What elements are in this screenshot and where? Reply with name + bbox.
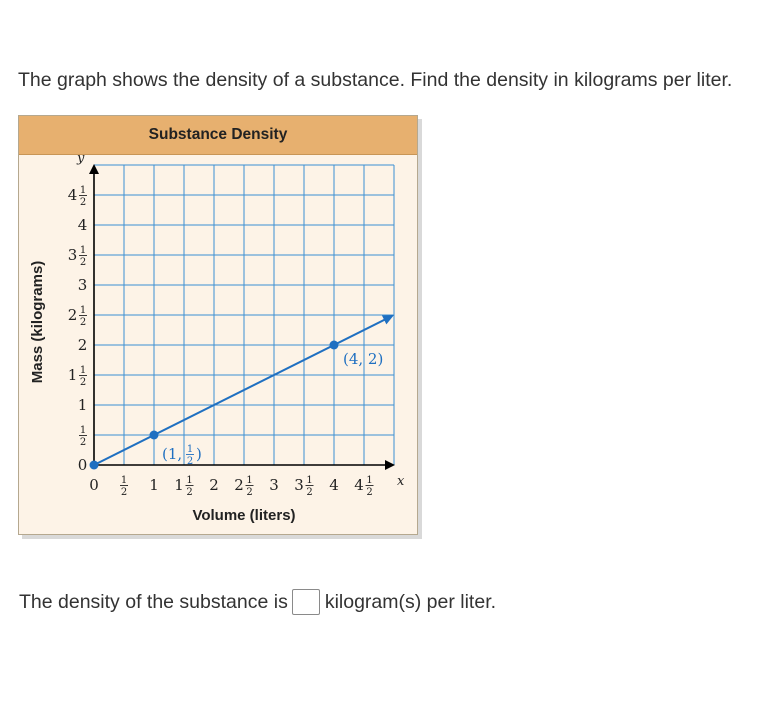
tick-label-whole: 4 <box>354 476 364 494</box>
tick-label-whole: 1 <box>149 476 159 494</box>
data-point <box>90 461 99 470</box>
x-tick-label <box>329 476 339 494</box>
x-tick-label <box>269 476 279 494</box>
tick-label-whole: 3 <box>67 246 78 264</box>
tick-label-numerator: 1 <box>79 185 87 196</box>
data-point <box>150 431 159 440</box>
tick-label-numerator: 1 <box>366 475 373 486</box>
density-chart <box>19 116 417 534</box>
tick-label-numerator: 1 <box>306 475 313 486</box>
tick-label-numerator: 1 <box>186 475 193 486</box>
y-tick-label <box>68 305 87 328</box>
tick-label-whole: 2 <box>234 476 244 494</box>
point-label-1 <box>162 444 202 467</box>
chart-title: Substance Density <box>19 116 417 155</box>
tick-label-whole: 0 <box>89 476 99 494</box>
tick-label-denominator: 2 <box>79 377 87 388</box>
y-tick-label <box>68 245 87 268</box>
tick-label-whole: 1 <box>174 476 184 494</box>
tick-label-numerator: 1 <box>79 365 87 376</box>
y-tick-label <box>79 425 87 448</box>
tick-label-whole: 4 <box>77 216 88 234</box>
x-tick-label <box>149 476 159 494</box>
y-tick-label <box>78 336 88 354</box>
chart-axes <box>89 164 395 470</box>
tick-label-denominator: 2 <box>120 487 128 498</box>
tick-label-denominator: 2 <box>79 257 87 268</box>
tick-label-numerator: 1 <box>79 425 87 436</box>
chart-tick-labels <box>68 151 405 498</box>
tick-label-whole: 3 <box>269 476 279 494</box>
x-tick-label <box>120 475 128 498</box>
x-tick-label <box>294 475 313 498</box>
tick-label-whole: 4 <box>67 186 78 204</box>
tick-label-numerator: 1 <box>79 305 87 316</box>
tick-label-whole: 3 <box>294 476 304 494</box>
tick-label-denominator: 2 <box>366 487 373 498</box>
answer-prefix: The density of the substance is <box>19 590 288 613</box>
tick-label-denominator: 2 <box>186 487 193 498</box>
tick-label-numerator: 1 <box>120 475 128 486</box>
x-tick-label <box>174 475 193 498</box>
point-label-x: (1, <box>162 445 183 463</box>
tick-label-whole: 0 <box>77 456 88 474</box>
chart-series <box>90 315 395 470</box>
y-tick-label <box>78 276 88 294</box>
y-tick-label <box>68 365 87 388</box>
y-tick-label <box>78 216 88 234</box>
tick-label-numerator: 1 <box>79 245 87 256</box>
x-tick-label <box>234 475 253 498</box>
tick-label-denominator: 2 <box>79 317 87 328</box>
point-label-close: ) <box>196 445 202 463</box>
point-label-2: (4, 2) <box>343 350 384 368</box>
point-label-denominator: 2 <box>186 456 194 467</box>
tick-label-numerator: 1 <box>246 475 253 486</box>
tick-label-denominator: 2 <box>306 487 313 498</box>
x-tick-label <box>209 476 219 494</box>
y-tick-label <box>78 456 88 474</box>
y-tick-label <box>78 396 88 414</box>
density-answer-input[interactable] <box>292 589 320 615</box>
x-tick-label <box>89 476 99 494</box>
tick-label-whole: 3 <box>77 276 88 294</box>
tick-label-whole: 2 <box>209 476 219 494</box>
chart-grid <box>94 165 394 465</box>
answer-sentence <box>19 589 496 615</box>
point-label-numerator: 1 <box>186 444 194 455</box>
chart-card <box>18 115 418 535</box>
tick-label-denominator: 2 <box>246 487 253 498</box>
x-tick-label <box>354 475 373 498</box>
tick-label-whole: 2 <box>67 306 78 324</box>
tick-label-whole: 1 <box>77 396 88 414</box>
question-prompt: The graph shows the density of a substance. Find the density in kilograms per liter. <box>18 69 733 91</box>
tick-label-whole: 2 <box>77 336 88 354</box>
data-point <box>330 341 339 350</box>
y-axis-title: Mass (kilograms) <box>29 260 46 384</box>
tick-label-denominator: 2 <box>79 437 87 448</box>
x-axis-title: Volume (liters) <box>192 507 296 524</box>
density-line <box>94 316 392 465</box>
tick-label-whole: 4 <box>329 476 339 494</box>
y-axis-letter: y <box>77 151 85 166</box>
tick-label-whole: 1 <box>67 366 78 384</box>
answer-suffix: kilogram(s) per liter. <box>324 590 497 613</box>
x-axis-letter: x <box>397 474 405 489</box>
y-tick-label <box>68 185 87 208</box>
tick-label-denominator: 2 <box>79 197 87 208</box>
